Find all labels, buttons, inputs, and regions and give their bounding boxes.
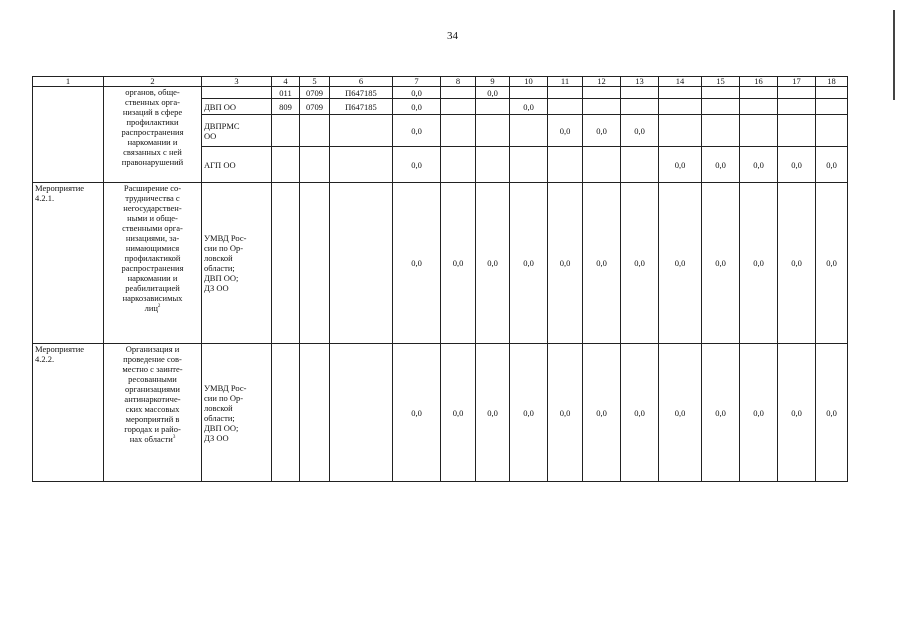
table-row bbox=[33, 183, 848, 344]
value-cell bbox=[621, 99, 659, 115]
value-cell bbox=[778, 87, 816, 99]
value-cell bbox=[476, 147, 510, 183]
program-text-cell bbox=[104, 183, 202, 344]
measure-label-cell bbox=[33, 87, 104, 183]
value-cell: 0,0 bbox=[393, 183, 441, 344]
value-cell: 0,0 bbox=[816, 344, 848, 482]
program-text: Организация и проведение сов- местно с заинте- ресованными организациями антинаркотиче- ских массовых мероприятий в городах и райо- нах области bbox=[122, 344, 183, 444]
code-cell: П647185 bbox=[330, 99, 393, 115]
header-cell: 16 bbox=[740, 77, 778, 87]
value-cell: 0,0 bbox=[621, 344, 659, 482]
page-number: 34 bbox=[447, 30, 458, 42]
value-cell bbox=[441, 115, 476, 147]
code-cell bbox=[330, 147, 393, 183]
value-cell: 0,0 bbox=[548, 183, 583, 344]
executor-cell: ДВП ОО bbox=[202, 99, 272, 115]
value-cell: 0,0 bbox=[621, 183, 659, 344]
program-text-cell bbox=[104, 344, 202, 482]
value-cell: 0,0 bbox=[510, 183, 548, 344]
value-cell bbox=[621, 147, 659, 183]
value-cell bbox=[476, 115, 510, 147]
value-cell bbox=[740, 115, 778, 147]
value-cell: 0,0 bbox=[393, 147, 441, 183]
code-cell bbox=[330, 115, 393, 147]
value-cell: 0,0 bbox=[476, 344, 510, 482]
code-cell: 809 bbox=[272, 99, 300, 115]
value-cell bbox=[778, 99, 816, 115]
executor-cell bbox=[202, 87, 272, 99]
value-cell bbox=[476, 99, 510, 115]
value-cell: 0,0 bbox=[476, 87, 510, 99]
value-cell: 0,0 bbox=[740, 147, 778, 183]
header-row bbox=[33, 77, 848, 87]
value-cell: 0,0 bbox=[393, 87, 441, 99]
table-row bbox=[33, 344, 848, 482]
value-cell: 0,0 bbox=[393, 115, 441, 147]
value-cell: 0,0 bbox=[659, 183, 702, 344]
value-cell: 0,0 bbox=[548, 344, 583, 482]
header-cell: 10 bbox=[510, 77, 548, 87]
code-cell bbox=[272, 183, 300, 344]
header-cell: 15 bbox=[702, 77, 740, 87]
header-cell: 8 bbox=[441, 77, 476, 87]
executor-cell: УМВД Рос- сии по Ор- ловской области; ДВП ОО; ДЗ ОО bbox=[202, 183, 272, 344]
value-cell bbox=[816, 99, 848, 115]
value-cell bbox=[778, 115, 816, 147]
value-cell bbox=[548, 87, 583, 99]
value-cell: 0,0 bbox=[778, 344, 816, 482]
header-cell: 2 bbox=[104, 77, 202, 87]
value-cell bbox=[583, 147, 621, 183]
header-cell: 17 bbox=[778, 77, 816, 87]
value-cell: 0,0 bbox=[621, 115, 659, 147]
value-cell: 0,0 bbox=[476, 183, 510, 344]
header-cell: 1 bbox=[33, 77, 104, 87]
value-cell bbox=[659, 87, 702, 99]
value-cell: 0,0 bbox=[740, 344, 778, 482]
code-cell: 011 bbox=[272, 87, 300, 99]
program-text: Расширение со- трудничества с негосударствен- ными и обще- ственными орга- низациями, за- нимающимися профилактикой распространения наркомании и реабилитацией наркозависимых лиц bbox=[121, 183, 184, 313]
value-cell: 0,0 bbox=[816, 147, 848, 183]
value-cell bbox=[441, 99, 476, 115]
code-cell: 0709 bbox=[300, 87, 330, 99]
value-cell bbox=[740, 87, 778, 99]
executor-cell: АГП ОО bbox=[202, 147, 272, 183]
executor-cell: ДВПРМС ОО bbox=[202, 115, 272, 147]
value-cell bbox=[816, 115, 848, 147]
value-cell: 0,0 bbox=[702, 147, 740, 183]
code-cell bbox=[300, 344, 330, 482]
code-cell bbox=[300, 115, 330, 147]
header-cell: 6 bbox=[330, 77, 393, 87]
value-cell bbox=[816, 87, 848, 99]
value-cell bbox=[583, 87, 621, 99]
value-cell: 0,0 bbox=[702, 344, 740, 482]
code-cell bbox=[300, 183, 330, 344]
value-cell bbox=[441, 87, 476, 99]
value-cell: 0,0 bbox=[816, 183, 848, 344]
value-cell: 0,0 bbox=[510, 99, 548, 115]
program-text-cell: органов, обще- ственных орга- низаций в сфере профилактики распространения наркомании и связанных с ней правонарушений bbox=[104, 87, 202, 183]
value-cell bbox=[702, 115, 740, 147]
header-cell: 7 bbox=[393, 77, 441, 87]
value-cell bbox=[621, 87, 659, 99]
code-cell bbox=[272, 344, 300, 482]
value-cell: 0,0 bbox=[510, 344, 548, 482]
executor-cell: УМВД Рос- сии по Ор- ловской области; ДВП ОО; ДЗ ОО bbox=[202, 344, 272, 482]
footnote-mark: 3 bbox=[172, 435, 176, 441]
header-cell: 11 bbox=[548, 77, 583, 87]
value-cell: 0,0 bbox=[659, 147, 702, 183]
value-cell: 0,0 bbox=[659, 344, 702, 482]
code-cell: П647185 bbox=[330, 87, 393, 99]
header-cell: 14 bbox=[659, 77, 702, 87]
value-cell: 0,0 bbox=[441, 344, 476, 482]
value-cell: 0,0 bbox=[583, 115, 621, 147]
value-cell bbox=[702, 99, 740, 115]
code-cell bbox=[272, 115, 300, 147]
footnote-mark: 2 bbox=[157, 304, 161, 310]
code-cell bbox=[330, 183, 393, 344]
value-cell: 0,0 bbox=[441, 183, 476, 344]
value-cell bbox=[583, 99, 621, 115]
value-cell bbox=[510, 87, 548, 99]
value-cell: 0,0 bbox=[778, 183, 816, 344]
value-cell bbox=[659, 115, 702, 147]
header-cell: 9 bbox=[476, 77, 510, 87]
page-edge-mark bbox=[893, 10, 895, 100]
value-cell bbox=[441, 147, 476, 183]
header-cell: 12 bbox=[583, 77, 621, 87]
table-row bbox=[33, 87, 848, 99]
header-cell: 3 bbox=[202, 77, 272, 87]
code-cell: 0709 bbox=[300, 99, 330, 115]
measure-label-cell: Мероприятие 4.2.1. bbox=[33, 183, 104, 344]
value-cell: 0,0 bbox=[778, 147, 816, 183]
value-cell: 0,0 bbox=[583, 344, 621, 482]
value-cell bbox=[510, 147, 548, 183]
value-cell bbox=[702, 87, 740, 99]
value-cell: 0,0 bbox=[548, 115, 583, 147]
value-cell bbox=[510, 115, 548, 147]
code-cell bbox=[300, 147, 330, 183]
value-cell: 0,0 bbox=[740, 183, 778, 344]
code-cell bbox=[330, 344, 393, 482]
header-cell: 18 bbox=[816, 77, 848, 87]
header-cell: 13 bbox=[621, 77, 659, 87]
value-cell: 0,0 bbox=[583, 183, 621, 344]
header-cell: 5 bbox=[300, 77, 330, 87]
value-cell bbox=[740, 99, 778, 115]
value-cell bbox=[659, 99, 702, 115]
value-cell: 0,0 bbox=[393, 99, 441, 115]
header-cell: 4 bbox=[272, 77, 300, 87]
budget-table bbox=[32, 76, 848, 482]
value-cell: 0,0 bbox=[702, 183, 740, 344]
value-cell bbox=[548, 99, 583, 115]
code-cell bbox=[272, 147, 300, 183]
measure-label-cell: Мероприятие 4.2.2. bbox=[33, 344, 104, 482]
value-cell: 0,0 bbox=[393, 344, 441, 482]
value-cell bbox=[548, 147, 583, 183]
